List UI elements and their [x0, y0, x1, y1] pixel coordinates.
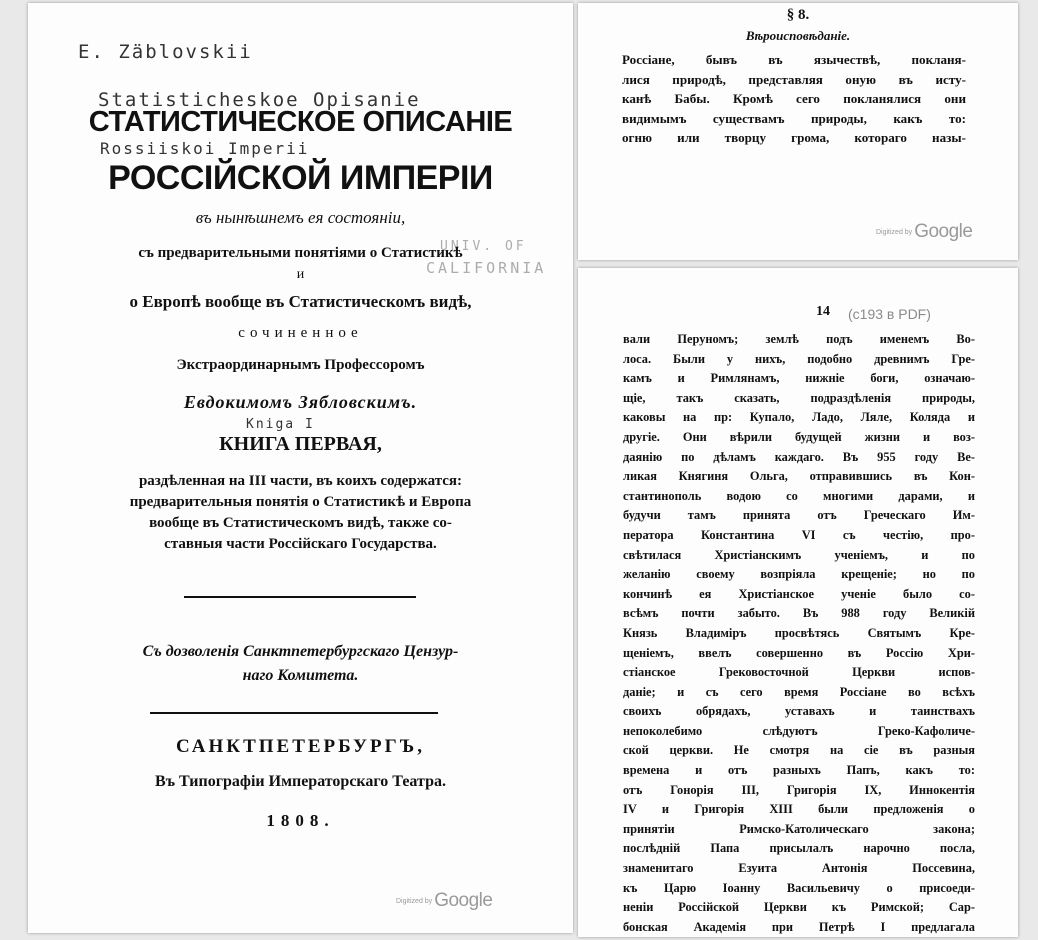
- composed-label: сочиненное: [238, 325, 363, 341]
- text-line: каковы на пр: Купало, Ладо, Ляле, Коляда и: [623, 410, 975, 425]
- text-line: огню или творцу грома, котораго назы-: [622, 130, 966, 146]
- text-line: къ Царю Іоанну Васильевичу о присоеди-: [623, 880, 975, 895]
- subtitle-line-2: съ предварительными понятіями о Статистикѣ: [138, 245, 463, 261]
- permission-line-1: Съ дозволенія Санктпетербургскаго Цензур-: [142, 643, 459, 660]
- text-line: будучи тамъ принята отъ Греческаго Им-: [623, 508, 975, 523]
- professor-label: Экстраординарнымъ Профессоромъ: [176, 357, 425, 373]
- text-line: камъ и Римлянамъ, нижніе боги, означаю-: [623, 371, 975, 386]
- text-line: вали Перуномъ; землѣ подъ именемъ Во-: [623, 332, 975, 346]
- text-line: видимымъ существамъ природы, какъ то:: [622, 110, 966, 126]
- title-line-1: СТАТИСТИЧЕСКОЕ ОПИСАНІЕ: [88, 106, 513, 138]
- subtitle-line-1: въ нынѣшнемъ ея состояніи,: [195, 208, 406, 227]
- text-line: отъ Гонорія III, Григорія IX, Иннокентія: [623, 782, 975, 797]
- text-line: IV и Григорія XIII были предложенія о: [623, 802, 975, 817]
- ornament-rule: [184, 596, 416, 598]
- text-line: свѣтилася Христіанскимъ ученіемъ, и по: [623, 547, 975, 562]
- text-line: всѣмъ почти забыто. Въ 988 году Великій: [623, 606, 975, 621]
- text-line: неніи Россійской Церкви къ Римской; Сар-: [623, 900, 975, 915]
- handwritten-title-line-2: Rossiiskoi Imperii: [100, 139, 310, 158]
- description-line-2: предварительныя понятія о Статистикѣ и Европа: [129, 494, 472, 510]
- text-line: ператора Константина VI съ честію, про-: [623, 527, 975, 542]
- text-line: знаменитаго Езуита Антонія Поссевина,: [623, 861, 975, 876]
- subtitle-line-3: о Европѣ вообще въ Статистическомъ видѣ,: [129, 292, 472, 311]
- text-line: щеніемъ, ввелъ совершенно въ Россію Хри-: [623, 645, 975, 660]
- text-line: непоколебимо слѣдуютъ Греко-Кафоличе-: [623, 723, 975, 738]
- page-14-text: [623, 330, 975, 937]
- text-line: другіе. Они вѣрили будущей жизни и воз-: [623, 429, 975, 444]
- description-line-3: вообще въ Статистическомъ видѣ, также со-: [149, 515, 452, 531]
- text-line: бонская Академія при Петрѣ I предлагала: [623, 919, 975, 934]
- book-one-heading: КНИГА ПЕРВАЯ,: [219, 433, 382, 455]
- text-line: щіе, такъ сказать, подраздѣленія природы,: [623, 390, 975, 405]
- page-number: 14: [816, 304, 830, 319]
- title-line-2: РОССІЙСКОЙ ИМПЕРІИ: [108, 159, 493, 197]
- section-heading: Вѣроисповѣданіе.: [745, 28, 851, 43]
- handwritten-kniga: Kniga I: [246, 417, 315, 432]
- text-line: лоса. Были у нихъ, подобно древнимъ Гре-: [623, 351, 975, 366]
- google-watermark: Digitized by Google: [876, 221, 973, 242]
- text-line: стіанское Грековосточной Церкви испов-: [623, 665, 975, 680]
- title-page-scan: [28, 3, 573, 933]
- page-8-scan: [578, 3, 1018, 260]
- printer-line: Въ Типографіи Императорскаго Театра.: [155, 773, 446, 790]
- divider-rule: [150, 712, 438, 714]
- text-line: ской церкви. Не смотря на сіе въ разныя: [623, 743, 975, 758]
- text-line: даніе; и съ сего время Россіане во всѣхъ: [623, 684, 975, 699]
- text-line: стантинополь водою со многими дарами, и: [623, 488, 975, 503]
- text-line: своихъ обрядахъ, уставахъ и таинствахъ: [623, 704, 975, 719]
- pdf-page-note: (c193 в PDF): [848, 306, 931, 322]
- permission-line-2: наго Комитета.: [242, 667, 359, 684]
- subtitle-conjunction: и: [296, 267, 305, 282]
- handwritten-author: E. Zäblovskii: [78, 41, 253, 63]
- section-number: § 8.: [786, 7, 810, 23]
- text-line: ликая Княгиня Ольга, отправившись въ Кон-: [623, 469, 975, 484]
- text-line: канѣ Бабы. Кромѣ сего покланялися они: [622, 91, 966, 107]
- handwritten-title-line-1: Statisticheskoe Opisanie: [98, 89, 421, 111]
- text-line: Россіане, бывъ въ язычествѣ, покланя-: [622, 52, 966, 67]
- text-line: Князь Владиміръ просвѣтясь Святымъ Кре-: [623, 625, 975, 640]
- library-stamp-line-1: UNIV. OF: [440, 239, 527, 254]
- text-line: желанію своему возпріяла крещеніе; но по: [623, 567, 975, 582]
- description-line-4: ставныя части Россійскаго Государства.: [164, 536, 437, 552]
- author-name: Евдокимомъ Зябловскимъ.: [183, 392, 418, 412]
- city-name: САНКТПЕТЕРБУРГЪ,: [176, 736, 425, 757]
- page-14-scan: [578, 268, 1018, 937]
- description-line-1: раздѣленная на III части, въ коихъ содержатся:: [138, 473, 463, 489]
- text-line: принятіи Римско-Католическаго закона;: [623, 821, 975, 836]
- text-line: послѣдній Папа присылалъ нарочно посла,: [623, 841, 975, 856]
- text-line: даянію по дѣламъ каждаго. Въ 955 году Ве-: [623, 449, 975, 464]
- library-stamp-line-2: CALIFORNIA: [426, 259, 547, 277]
- text-line: лися природѣ, представляя оную въ исту-: [622, 71, 966, 87]
- page-8-text: [622, 50, 966, 148]
- google-watermark: Digitized by Google: [396, 890, 493, 911]
- publication-year: 1808.: [266, 811, 335, 830]
- text-line: времена и отъ разныхъ Папъ, какъ то:: [623, 763, 975, 778]
- text-line: кончинѣ ея Христіанское ученіе было со-: [623, 586, 975, 601]
